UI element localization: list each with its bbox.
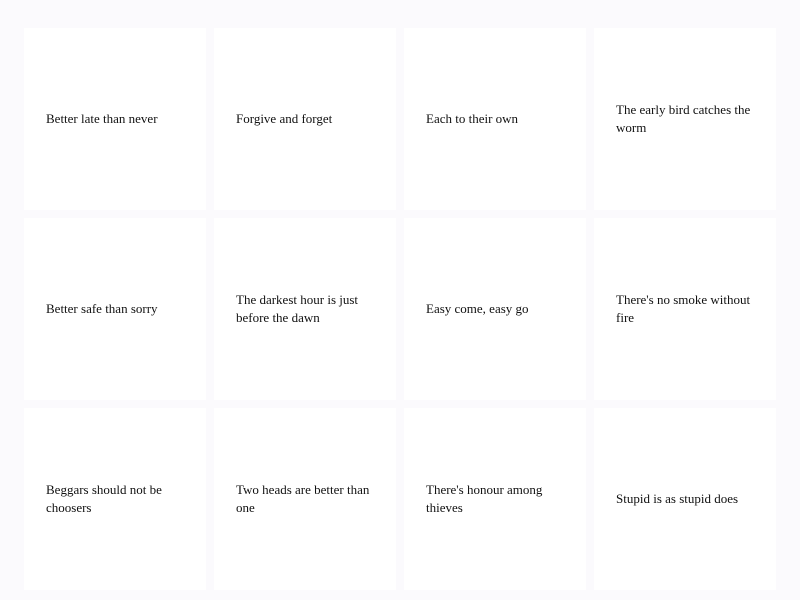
proverb-text: Each to their own	[426, 111, 519, 126]
proverb-text: The darkest hour is just before the dawn	[236, 292, 359, 325]
proverb-card[interactable]	[594, 218, 776, 400]
proverb-card[interactable]	[404, 28, 586, 210]
proverb-card[interactable]	[594, 408, 776, 590]
proverb-text: Forgive and forget	[236, 111, 333, 126]
proverb-card[interactable]	[404, 408, 586, 590]
proverb-text: Beggars should not be choosers	[46, 482, 162, 515]
proverb-text: There's no smoke without fire	[616, 292, 751, 325]
proverb-text: There's honour among thieves	[426, 482, 543, 515]
proverb-card[interactable]	[24, 408, 206, 590]
proverb-text: Two heads are better than one	[236, 482, 370, 515]
proverb-card[interactable]	[214, 28, 396, 210]
proverb-card[interactable]	[24, 218, 206, 400]
proverb-card[interactable]	[214, 218, 396, 400]
proverb-card[interactable]	[404, 218, 586, 400]
proverb-text: Better late than never	[46, 111, 158, 126]
proverb-text: Better safe than sorry	[46, 301, 158, 316]
proverb-card[interactable]	[24, 28, 206, 210]
card-grid	[24, 28, 776, 590]
proverb-text: Stupid is as stupid does	[616, 491, 739, 506]
proverb-card[interactable]	[214, 408, 396, 590]
proverb-text: The early bird catches the worm	[616, 102, 751, 135]
proverb-text: Easy come, easy go	[426, 301, 529, 316]
proverb-card[interactable]	[594, 28, 776, 210]
